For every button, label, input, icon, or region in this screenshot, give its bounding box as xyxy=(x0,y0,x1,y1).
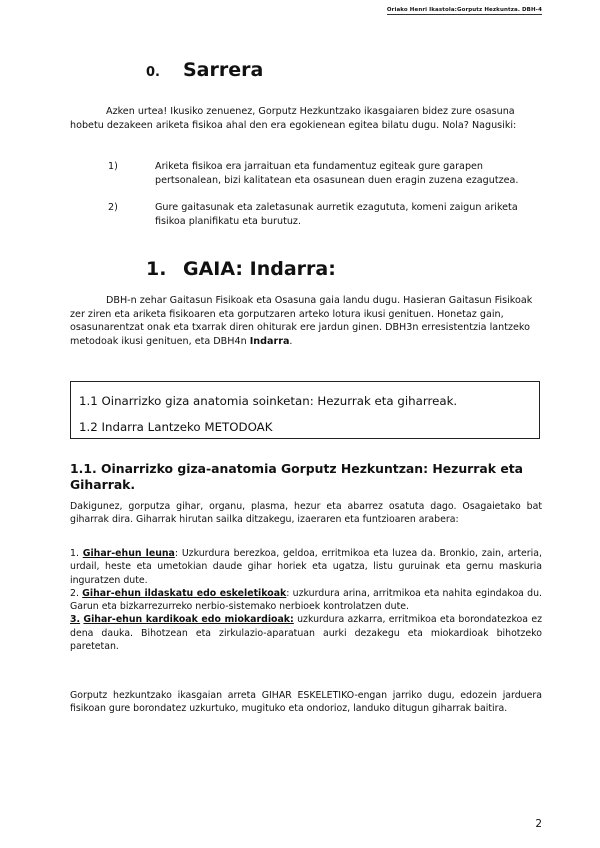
muscle-type-name: Gihar-ehun kardikoak edo miokardioak: xyxy=(83,614,294,626)
subsection-heading: 1.1. Oinarrizko giza-anatomia Gorputz Hezkuntzan: Hezurrak eta Giharrak. xyxy=(70,461,524,492)
section-heading-sarrera xyxy=(146,59,263,81)
dbh-paragraph xyxy=(70,294,540,349)
muscle-types-list xyxy=(70,547,542,653)
dbh-bold-term: Indarra xyxy=(249,336,290,348)
page-number: 2 xyxy=(535,818,542,830)
toc-item: 1.2 Indarra Lantzeko METODOAK xyxy=(79,420,273,434)
closing-paragraph: Gorputz hezkuntzako ikasgaian arreta GIHAR ESKELETIKO-engan jarriko dugu, edozein jarduera fisikoan gure borondatez uzkurtuko, mugituko eta ondorioz, landuko ditugun giharrak baitira. xyxy=(70,690,542,715)
list-text: Ariketa fisikoa era jarraituan eta fundamentuz egiteak gure garapen pertsonalean, bizi kalitatean eta osasunean duen eragin zuzena ezagutzea. xyxy=(155,161,519,186)
dbh-text: DBH-n zehar Gaitasun Fisikoak eta Osasuna gaia landu dugu. Hasieran Gaitasun Fisikoak zer ziren eta ariketa fisikoaren eta gorputzaren arteko lotura ikusi genituen. Honetaz gain, osasunarentzat onak eta txarrak diren ohiturak ere jardun ginen. DBH3n erresistentzia lantzeko metodoak ikusi genituen, eta DBH4n xyxy=(70,295,533,348)
page-header: Oriako Henri Ikastola:Gorputz Hezkuntza. DBH-4 xyxy=(386,7,542,13)
list-number: 1) xyxy=(108,161,118,172)
muscle-type-desc: : uzkurdura arina, arritmikoa eta nahita egindakoa du. Garun eta bizkarrezurreko nerbio-sistemako nerbioek kontrolatzen dute. xyxy=(70,587,543,613)
muscle-type-desc: uzkurdura azkarra, erritmikoa eta borondatezkoa ez dena dauka. Bihotzean eta zirkulazio-aparatuan aurki dezakegu eta miokardioak bihotzeko paretetan. xyxy=(70,614,543,653)
muscle-type-item: 2. Gihar-ehun ildaskatu edo eskeletikoak: uzkurdura arina, arritmikoa eta nahita egindakoa du. Garun eta bizkarrezurreko nerbio-sistemako nerbioek kontrolatzen dute. xyxy=(70,587,543,613)
list-item xyxy=(108,160,538,187)
muscle-type-desc: : Uzkurdura berezkoa, geldoa, erritmikoa eta luzea da. Bronkio, zain, arteria, urdail, heste eta umetokian daude gihar horiek eta ugatza, listu guruinak eta gernu maskuria inguratzen dute. xyxy=(70,548,542,586)
list-text: Gure gaitasunak eta zaletasunak aurretik ezagututa, komeni zaigun ariketa fisikoa planifikatu eta burutuz. xyxy=(155,202,518,227)
section-number: 0. xyxy=(146,65,160,80)
muscle-type-item: 1. Gihar-ehun leuna: Uzkurdura berezkoa, geldoa, erritmikoa eta luzea da. Bronkio, zain, arteria, urdail, heste eta umetokian daude gihar horiek eta ugatza, listu guruinak eta gernu maskuria inguratzen dute. xyxy=(70,548,542,586)
list-item xyxy=(108,201,538,228)
table-of-contents-box xyxy=(70,381,540,439)
intro-paragraph xyxy=(70,105,540,132)
dbh-end: . xyxy=(289,336,293,348)
toc-item: 1.1 Oinarrizko giza anatomia soinketan: Hezurrak eta giharreak. xyxy=(79,394,458,408)
section-number: 1. xyxy=(146,258,167,280)
muscle-type-name: Gihar-ehun leuna xyxy=(82,548,175,559)
list-number: 2) xyxy=(108,202,118,213)
intro-text: Azken urtea! Ikusiko zenuenez, Gorputz Hezkuntzako ikasgaiaren bidez zure osasuna hobetu dezakeen ariketa fisikoa ahal den era egokienean egitea bilatu dugu. Nola? Nagusiki: xyxy=(70,106,517,131)
muscle-type-item: 3. Gihar-ehun kardikoak edo miokardioak: uzkurdura azkarra, erritmikoa eta borondatezkoa ez dena dauka. Bihotzean eta zirkulazio-aparatuan aurki dezakegu eta miokardioak bihotzeko paretetan. xyxy=(70,614,543,653)
section-title: GAIA: Indarra: xyxy=(183,258,336,280)
muscle-type-name: Gihar-ehun ildaskatu edo eskeletikoak xyxy=(82,587,287,599)
section-title: Sarrera xyxy=(183,59,264,81)
composition-paragraph: Dakigunez, gorputza gihar, organu, plasma, hezur eta abarrez osatuta dago. Osagaietako bat giharrak dira. Giharrak hirutan sailka ditzakegu, izaeraren eta funtzioaren arabera: xyxy=(70,501,542,526)
section-heading-gaia xyxy=(146,258,336,280)
